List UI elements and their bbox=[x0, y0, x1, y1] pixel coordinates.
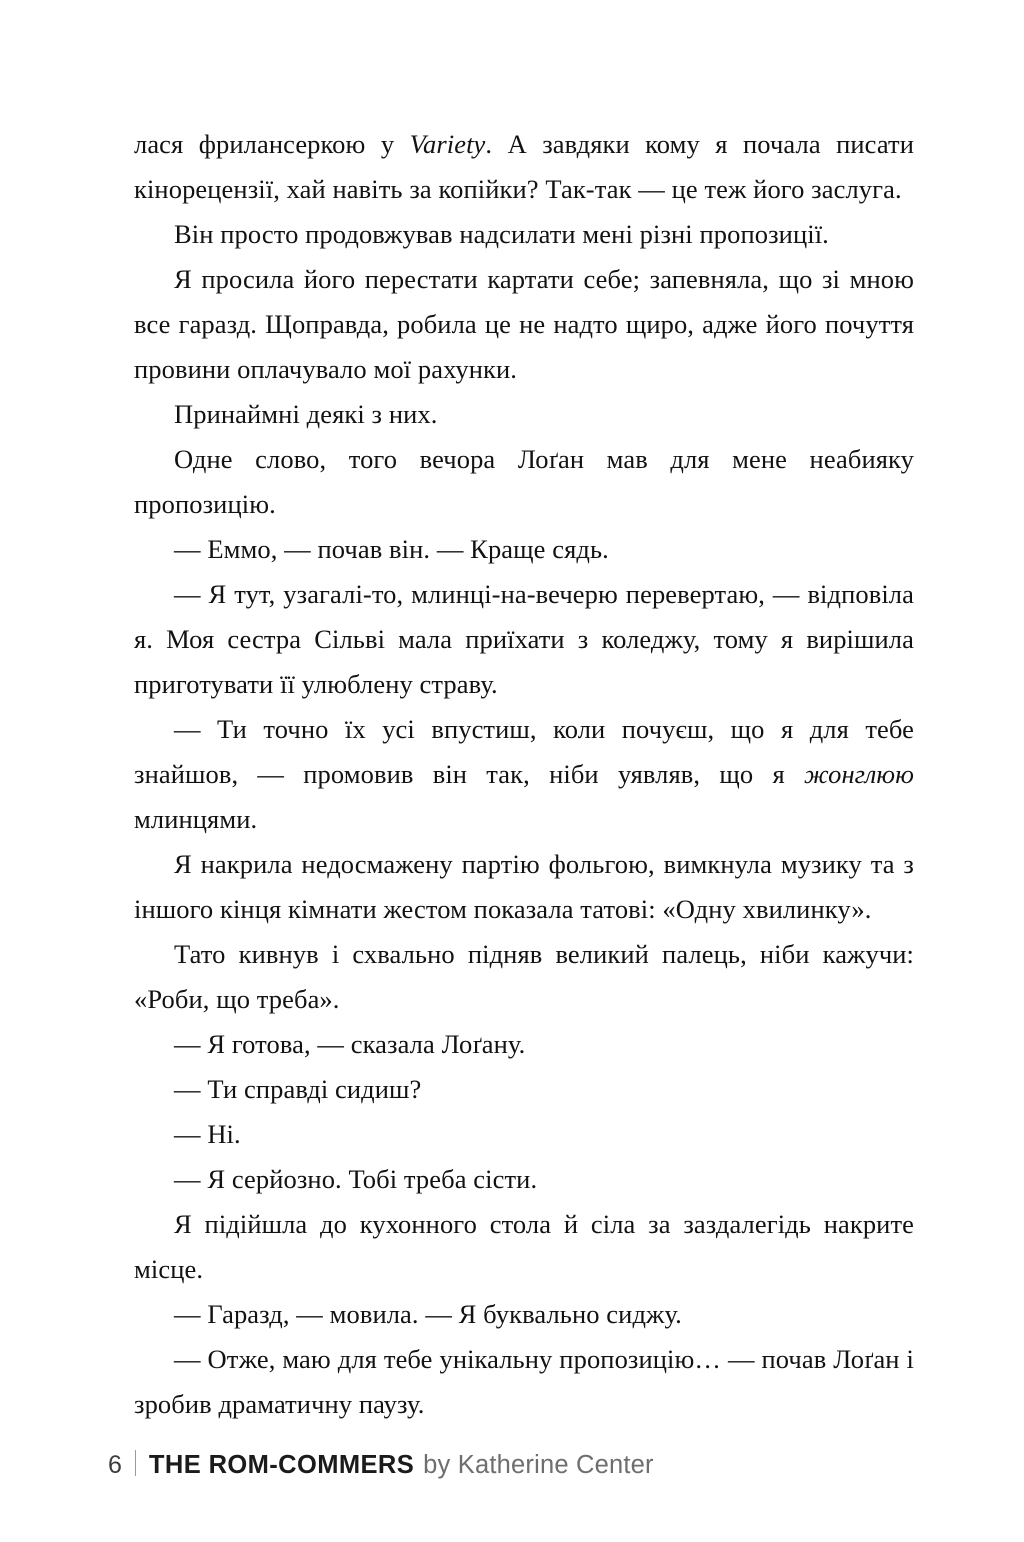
paragraph bbox=[134, 1292, 914, 1337]
text-run: — Я тут, узагалі-то, млинці-на-вечерю перевертаю, — відповіла я. Моя сестра Сільві мала приїхати з коледжу, тому я вирішила приготувати її улюблену страву. bbox=[134, 579, 914, 699]
text-run: Тато кивнув і схвально підняв великий палець, ніби кажучи: «Роби, що треба». bbox=[134, 939, 914, 1014]
text-run: Я підійшла до кухонного стола й сіла за заздалегідь накрите місце. bbox=[134, 1209, 914, 1284]
footer-page-number: 6 bbox=[108, 1451, 122, 1479]
italic-run: Variety bbox=[409, 129, 486, 159]
paragraph bbox=[134, 257, 914, 392]
italic-run: жонглюю bbox=[804, 759, 914, 789]
text-run: Я просила його перестати картати себе; запевняла, що зі мною все гаразд. Щоправда, робила це не надто щиро, адже його почуття провини оплачувало мої рахунки. bbox=[134, 264, 914, 384]
footer-byline: by Katherine Center bbox=[423, 1451, 654, 1479]
paragraph bbox=[134, 707, 914, 842]
paragraph bbox=[134, 437, 914, 527]
paragraph bbox=[134, 122, 914, 212]
paragraph bbox=[134, 1112, 914, 1157]
text-run: — Ні. bbox=[174, 1119, 241, 1149]
text-run: — Ти справді сидиш? bbox=[174, 1074, 422, 1104]
body-text-column bbox=[134, 122, 914, 1427]
footer-book-title: THE ROM-COMMERS bbox=[148, 1451, 415, 1479]
text-run: Принаймні деякі з них. bbox=[174, 399, 438, 429]
paragraph bbox=[134, 572, 914, 707]
paragraph bbox=[134, 1022, 914, 1067]
text-run: лася фрилансеркою у bbox=[134, 129, 410, 159]
paragraph bbox=[134, 1337, 914, 1427]
text-run: — Я готова, — сказала Лоґану. bbox=[174, 1029, 526, 1059]
paragraph bbox=[134, 527, 914, 572]
text-run: — Отже, маю для тебе унікальну пропозицію… — почав Лоґан і зробив драматичну паузу. bbox=[134, 1344, 914, 1419]
text-run: — Я серйозно. Тобі треба сісти. bbox=[174, 1164, 538, 1194]
text-run: . А завдяки кому я почала писати кінорецензії, хай навіть за копійки? Так-так — це теж його заслуга. bbox=[134, 129, 914, 204]
page-footer bbox=[108, 1447, 654, 1480]
text-run: — Еммо, — почав він. — Краще сядь. bbox=[174, 534, 609, 564]
paragraph bbox=[134, 932, 914, 1022]
text-run: Він просто продовжував надсилати мені різні пропозиції. bbox=[174, 219, 829, 249]
text-run: — Ти точно їх усі впустиш, коли почуєш, що я для тебе знайшов, — промовив він так, ніби уявляв, що я bbox=[134, 714, 914, 789]
footer-divider bbox=[135, 1450, 136, 1476]
text-run: млинцями. bbox=[134, 804, 258, 834]
text-run: — Гаразд, — мовила. — Я буквально сиджу. bbox=[174, 1299, 682, 1329]
paragraph bbox=[134, 1157, 914, 1202]
paragraph bbox=[134, 1067, 914, 1112]
text-run: Я накрила недосмажену партію фольгою, вимкнула музику та з іншого кінця кімнати жестом показала татові: «Одну хвилинку». bbox=[134, 849, 914, 924]
paragraph bbox=[134, 212, 914, 257]
paragraph bbox=[134, 392, 914, 437]
paragraph bbox=[134, 1202, 914, 1292]
text-run: Одне слово, того вечора Лоґан мав для мене неабияку пропозицію. bbox=[134, 444, 914, 519]
paragraph bbox=[134, 842, 914, 932]
